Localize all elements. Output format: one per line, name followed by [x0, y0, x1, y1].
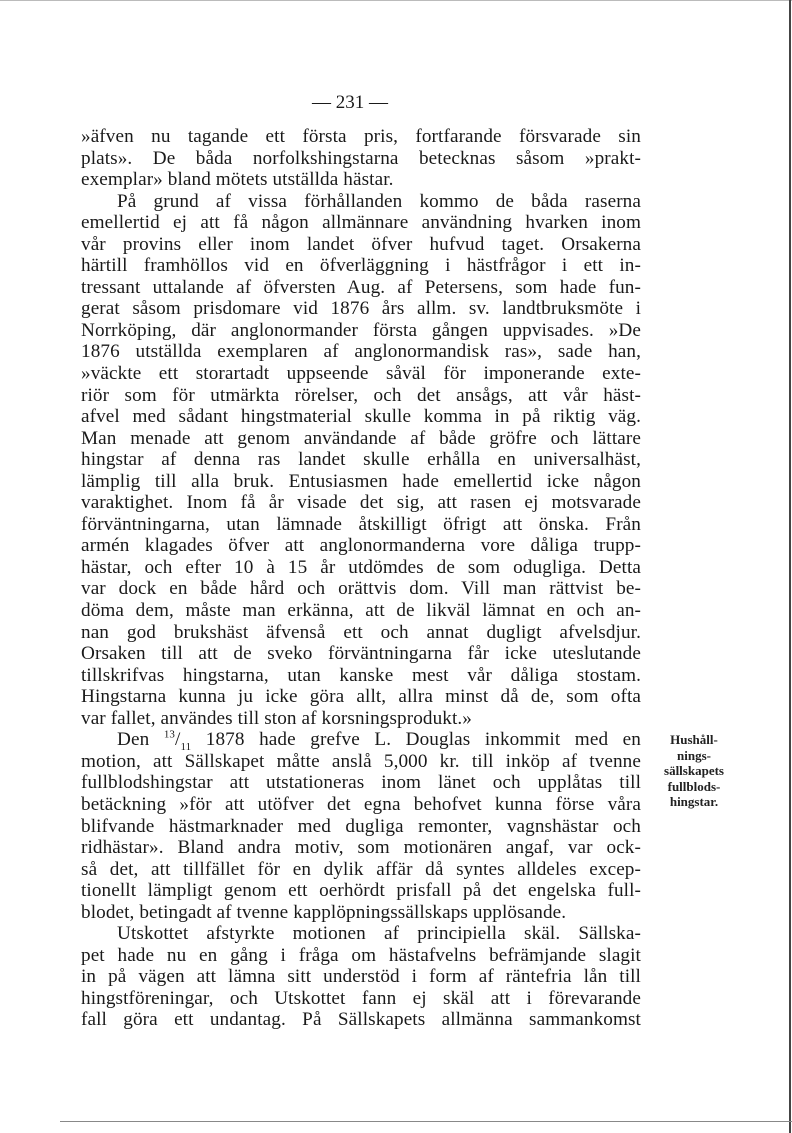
text-line: afvel med sådant hingstmaterial skulle komma in på riktig väg.: [81, 406, 641, 428]
margin-note: [648, 732, 740, 810]
date-prefix: Den: [117, 729, 164, 751]
margin-note-line: sällskapets: [664, 763, 724, 778]
text-line: blodet, betingadt af tvenne kapplöpningssällskaps upplösande.: [81, 901, 567, 923]
text-line: blifvande hästmarknader med dugliga remonter, vagnshästar och: [81, 815, 641, 837]
text-line: motion, att Sällskapet måtte anslå 5,000 kr. till inköp af tvenne: [81, 750, 641, 772]
text-line: var fallet, användes till ston af korsningsprodukt.»: [81, 707, 473, 729]
body-text: [81, 126, 641, 1031]
text-line: På grund af vissa förhållanden kommo de båda raserna: [117, 190, 641, 212]
scan-edge-top: [0, 0, 792, 1]
scan-edge-bottom: [60, 1121, 792, 1122]
date-rest: 1878 hade grefve L. Douglas inkommit med en: [191, 729, 641, 751]
text-line: »väckte ett storartadt uppseende såväl för imponerande exte-: [81, 363, 641, 385]
text-line: fall göra ett undantag. På Sällskapets allmänna sammankomst: [81, 1009, 641, 1031]
text-line: ridhästar». Bland andra motiv, som motionären angaf, var ock-: [81, 837, 641, 859]
date-slash: /: [175, 729, 181, 751]
text-line-date: [81, 728, 641, 754]
text-line: tillskrifvas hingstarna, utan kanske mest vår dåliga stostam.: [81, 664, 641, 686]
text-line: Man menade att genom användande af både gröfre och lättare: [81, 427, 641, 449]
text-line: in på vägen att lämna sitt understöd i form af räntefria lån till: [81, 966, 641, 988]
margin-note-line: Hushåll-: [670, 732, 718, 747]
text-line: fullblodshingstar att utstationeras inom länet och upplåtas till: [81, 772, 641, 794]
text-line: så det, att tillfället för en dylik affär då syntes alldeles excep-: [81, 858, 641, 880]
text-line: 1876 utställda exemplaren af anglonormandisk ras», sade han,: [81, 341, 641, 363]
text-line: härtill framhöllos vid en öfverläggning i hästfrågor i ett in-: [81, 255, 641, 277]
margin-note-line: hingstar.: [669, 794, 719, 809]
text-line: tionellt lämpligt genom ett oerhördt prisfall på det engelska full-: [81, 880, 641, 902]
page-number: — 231 —: [312, 92, 388, 113]
text-line: hingstföreningar, och Utskottet fann ej skäl att i förevarande: [81, 987, 641, 1009]
text-line: pet hade nu en gång i fråga om hästafvelns befrämjande slagit: [81, 944, 641, 966]
date-month: 11: [180, 741, 192, 754]
text-line: Norrköping, där anglonormander första gången uppvisades. »De: [81, 319, 641, 341]
margin-note-line: fullblods-: [667, 778, 721, 794]
text-line: armén klagades öfver att anglonormanderna vore dåliga trupp-: [81, 535, 641, 557]
text-line: förväntningarna, utan lämnade åtskilligt öfrigt att önska. Från: [81, 513, 641, 535]
text-line: »äfven nu tagande ett första pris, fortfarande försvarade sin: [81, 126, 641, 147]
text-line: hingstar af denna ras landet skulle erhålla en universalhäst,: [81, 449, 641, 471]
text-line: varaktighet. Inom få år visade det sig, att rasen ej motsvarade: [81, 492, 641, 514]
text-line: var dock en både hård och orättvis dom. Vill man rättvist be-: [81, 578, 641, 600]
text-line: Hingstarna kunna ju icke göra allt, allra minst då de, som ofta: [81, 686, 641, 708]
scan-edge-right: [789, 0, 791, 1133]
text-line: riör som för utmärkta rörelser, och det ansågs, att vår häst-: [81, 384, 641, 406]
text-line: exemplar» bland mötets utställda hästar.: [81, 169, 394, 191]
text-line: emellertid ej att få någon allmännare användning hvarken inom: [81, 212, 641, 234]
text-line: Utskottet afstyrkte motionen af principiella skäl. Sällska-: [117, 923, 641, 945]
margin-note-line: nings-: [677, 747, 711, 763]
text-line: nan god brukshäst äfvenså ett och annat dugligt afvelsdjur.: [81, 621, 641, 643]
text-line: hästar, och efter 10 à 15 år utdömdes de som odugliga. Detta: [81, 556, 641, 578]
text-line: gerat såsom prisdomare vid 1876 års allm. sv. landtbruksmöte i: [81, 298, 641, 320]
text-line: tressant uttalande af öfversten Aug. af Petersens, som hade fun-: [81, 276, 641, 298]
text-line: plats». De båda norfolkshingstarna betecknas såsom »prakt-: [81, 147, 641, 169]
date-day: 13: [163, 728, 176, 741]
text-line: Orsaken till att de sveko förväntningarna får icke uteslutande: [81, 643, 641, 665]
text-line: vår provins eller inom landet öfver hufvud taget. Orsakerna: [81, 233, 641, 255]
text-line: döma dem, måste man erkänna, att de likväl lämnat en och an-: [81, 600, 641, 622]
text-line: betäckning »för att utöfver det egna behofvet kunna förse våra: [81, 793, 641, 815]
text-line: lämplig till alla bruk. Entusiasmen hade emellertid icke någon: [81, 470, 641, 492]
